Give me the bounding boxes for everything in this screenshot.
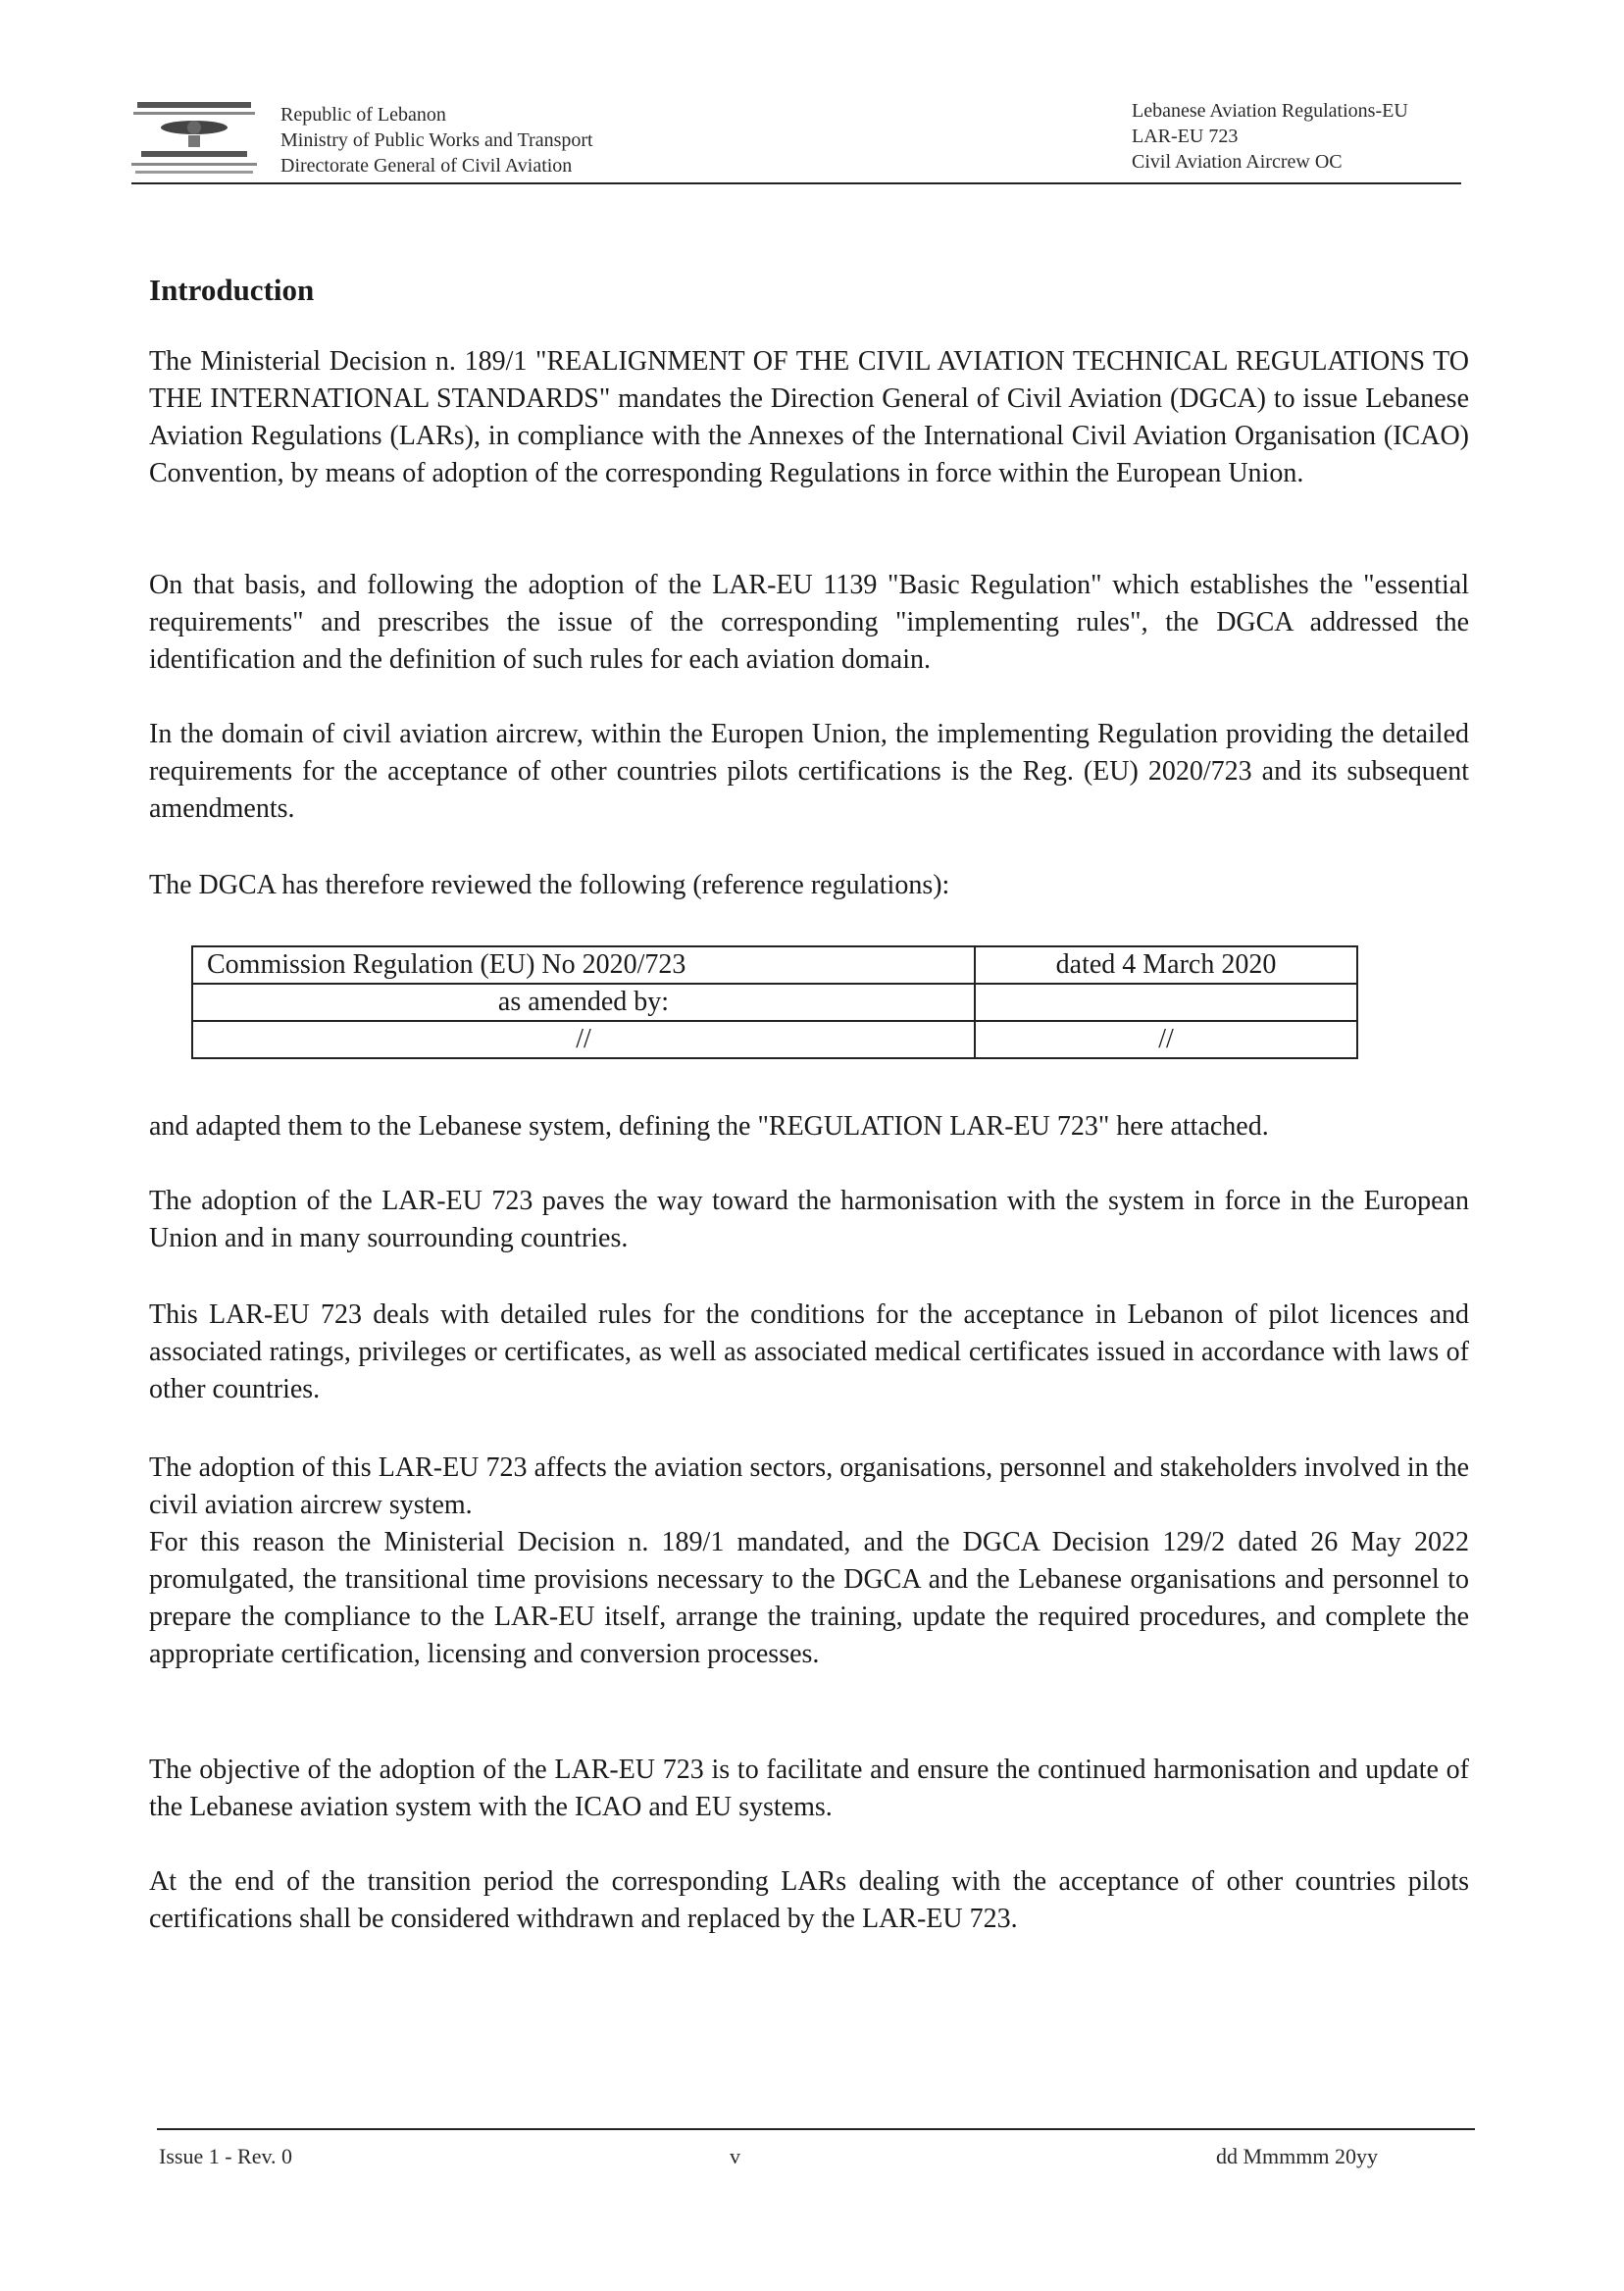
- header-ministry: Ministry of Public Works and Transport: [280, 129, 593, 151]
- paragraph-reviewed-regulations: The DGCA has therefore reviewed the following (reference regulations):: [149, 870, 950, 900]
- paragraph-ministerial-decision: The Ministerial Decision n. 189/1 "REALIGNMENT OF THE CIVIL AVIATION TECHNICAL REGULATIONS TO THE INTERNATIONAL STANDARDS" mandates the Direction General of Civil Aviation (DGCA) to issue Lebanese Aviation Regulations (LARs), in compliance with the Annexes of the International Civil Aviation Organisation (ICAO) Convention, by means of adoption of the corresponding Regulations in force within the European Union.: [149, 346, 1469, 488]
- header-divider: [131, 182, 1461, 184]
- paragraph-transitional-provisions: For this reason the Ministerial Decision n. 189/1 mandated, and the DGCA Decision 129/2 dated 26 May 2022 promulgated, the transitional time provisions necessary to the DGCA and the Lebanese organisations and personnel to prepare the compliance to the LAR-EU itself, arrange the training, update the required procedures, and complete the appropriate certification, licensing and conversion processes.: [149, 1527, 1469, 1669]
- table-cell: Commission Regulation (EU) No 2020/723: [192, 946, 975, 984]
- header-document-info: [1132, 98, 1408, 175]
- footer-divider: [157, 2128, 1475, 2130]
- table-row: [192, 946, 1357, 984]
- footer-page-number: v: [730, 2144, 740, 2168]
- table-cell: //: [975, 1021, 1357, 1058]
- header-directorate: Directorate General of Civil Aviation: [280, 155, 573, 177]
- table-cell: [975, 984, 1357, 1021]
- table-cell: dated 4 March 2020: [975, 946, 1357, 984]
- header-regulation: LAR-EU 723: [1132, 126, 1239, 147]
- header-series: Lebanese Aviation Regulations-EU: [1132, 100, 1408, 122]
- paragraph-objective: The objective of the adoption of the LAR-EU 723 is to facilitate and ensure the continued harmonisation and update of the Lebanese aviation system with the ICAO and EU systems.: [149, 1755, 1469, 1822]
- paragraph-adaptation: and adapted them to the Lebanese system, defining the "REGULATION LAR-EU 723" here attached.: [149, 1111, 1269, 1142]
- reference-regulations-table: [191, 945, 1358, 1059]
- table-row: [192, 1021, 1357, 1058]
- paragraph-aircrew-domain: In the domain of civil aviation aircrew, within the Europen Union, the implementing Regulation providing the detailed requirements for the acceptance of other countries pilots certifications is the Reg. (EU) 2020/723 and its subsequent amendments.: [149, 719, 1469, 824]
- table-cell: as amended by:: [192, 984, 975, 1021]
- page-header: [131, 98, 1461, 182]
- paragraph-basic-regulation: On that basis, and following the adoption of the LAR-EU 1139 "Basic Regulation" which establishes the "essential requirements" and prescribes the issue of the corresponding "implementing rules", the DGCA addressed the identification and the definition of such rules for each aviation domain.: [149, 570, 1469, 675]
- dgca-emblem-icon: [131, 98, 257, 178]
- paragraph-affected-sectors: The adoption of this LAR-EU 723 affects the aviation sectors, organisations, personnel and stakeholders involved in the civil aviation aircrew system.: [149, 1452, 1469, 1520]
- table-row: [192, 984, 1357, 1021]
- header-subject: Civil Aviation Aircrew OC: [1132, 151, 1343, 173]
- section-title: Introduction: [149, 273, 315, 307]
- header-issuer: [280, 102, 593, 178]
- paragraph-scope: This LAR-EU 723 deals with detailed rules for the conditions for the acceptance in Lebanon of pilot licences and associated ratings, privileges or certificates, as well as associated medical certificates issued in accordance with laws of other countries.: [149, 1299, 1469, 1404]
- paragraph-transition-end: At the end of the transition period the corresponding LARs dealing with the acceptance of other countries pilots certifications shall be considered withdrawn and replaced by the LAR-EU 723.: [149, 1866, 1469, 1934]
- header-country: Republic of Lebanon: [280, 104, 446, 126]
- paragraph-harmonisation: The adoption of the LAR-EU 723 paves the way toward the harmonisation with the system in force in the European Union and in many sourrounding countries.: [149, 1186, 1469, 1253]
- table-cell: //: [192, 1021, 975, 1058]
- footer-issue: Issue 1 - Rev. 0: [159, 2144, 293, 2168]
- footer-date: dd Mmmmm 20yy: [1216, 2144, 1379, 2168]
